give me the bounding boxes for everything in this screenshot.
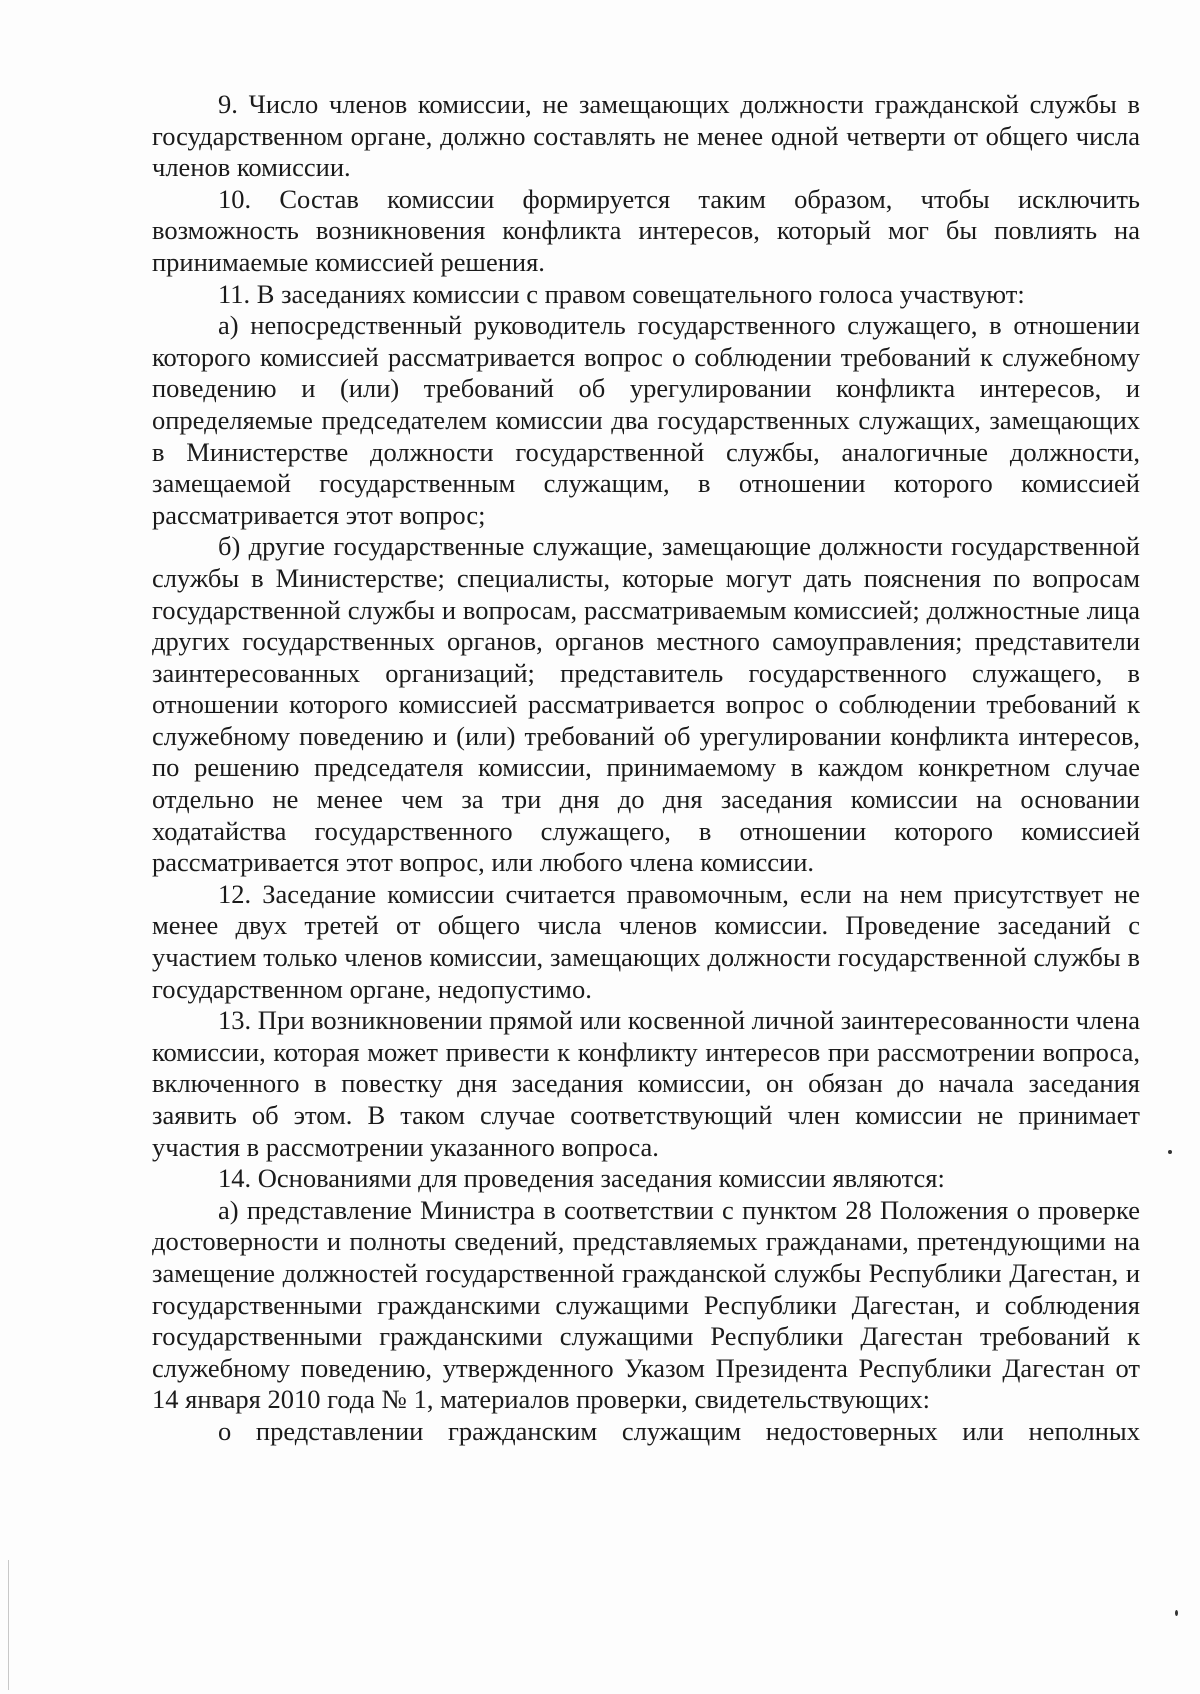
paragraph-14: 14. Основаниями для проведения заседания комиссии являются: xyxy=(218,1163,945,1194)
paragraph-11: 11. В заседаниях комиссии с правом совещательного голоса участвуют: xyxy=(218,278,1025,309)
paragraph-11b: б) другие государственные служащие, замещающие должности государственной службы в Министерстве; специалисты, которые могут дать пояснения по вопросам государственной службы и вопросам, рассматриваемым комиссией; должностные лица других государственных органов, органов местного самоуправления; представители заинтересованных организаций; представитель государственного служащего, в отношении которого комиссией рассматривается вопрос о соблюдении требований к служебному поведению и (или) требований об урегулировании конфликта интересов, по решению председателя комиссии, принимаемому в каждом конкретном случае отдельно не менее чем за три дня до дня заседания комиссии на основании ходатайства государственного служащего, в отношении которого комиссией рассматривается этот вопрос, или любого члена комиссии. xyxy=(152,531,1140,878)
scan-edge-line xyxy=(8,1560,9,1690)
paragraph-9: 9. Число членов комиссии, не замещающих должности гражданской службы в государственном органе, должно составлять не менее одной четверти от общего числа членов комиссии. xyxy=(152,89,1140,183)
document-body xyxy=(152,89,1140,1448)
paragraph-12: 12. Заседание комиссии считается правомочным, если на нем присутствует не менее двух третей от общего числа членов комиссии. Проведение заседаний с участием только членов комиссии, замещающих должности государственной службы в государственном органе, недопустимо. xyxy=(152,878,1140,1004)
paragraph-13: 13. При возникновении прямой или косвенной личной заинтересованности члена комиссии, которая может привести к конфликту интересов при рассмотрении вопроса, включенного в повестку дня заседания комиссии, он обязан до начала заседания заявить об этом. В таком случае соответствующий член комиссии не принимает участия в рассмотрении указанного вопроса. xyxy=(152,1005,1140,1162)
paragraph-14a: а) представление Министра в соответствии с пунктом 28 Положения о проверке достоверности и полноты сведений, представляемых гражданами, претендующими на замещение должностей государственной гражданской службы Республики Дагестан, и государственными гражданскими служащими Республики Дагестан, и соблюдения государственными гражданскими служащими Республики Дагестан требований к служебному поведению, утвержденного Указом Президента Республики Дагестан от 14 января 2010 года № 1, материалов проверки, свидетельствующих: xyxy=(152,1194,1140,1415)
scan-speck xyxy=(1168,1150,1172,1154)
paragraph-11a: а) непосредственный руководитель государственного служащего, в отношении которого комиссией рассматривается вопрос о соблюдении требований к служебному поведению и (или) требований об урегулировании конфликта интересов, и определяемые председателем комиссии два государственных служащих, замещающих в Министерстве должности государственной службы, аналогичные должности, замещаемой государственным служащим, в отношении которого комиссией рассматривается этот вопрос; xyxy=(152,310,1140,530)
scan-speck xyxy=(1175,1610,1178,1616)
paragraph-10: 10. Состав комиссии формируется таким образом, чтобы исключить возможность возникновения конфликта интересов, который мог бы повлиять на принимаемые комиссией решения. xyxy=(152,183,1140,277)
paragraph-14a-continued: о представлении гражданским служащим недостоверных или неполных xyxy=(218,1415,1140,1446)
